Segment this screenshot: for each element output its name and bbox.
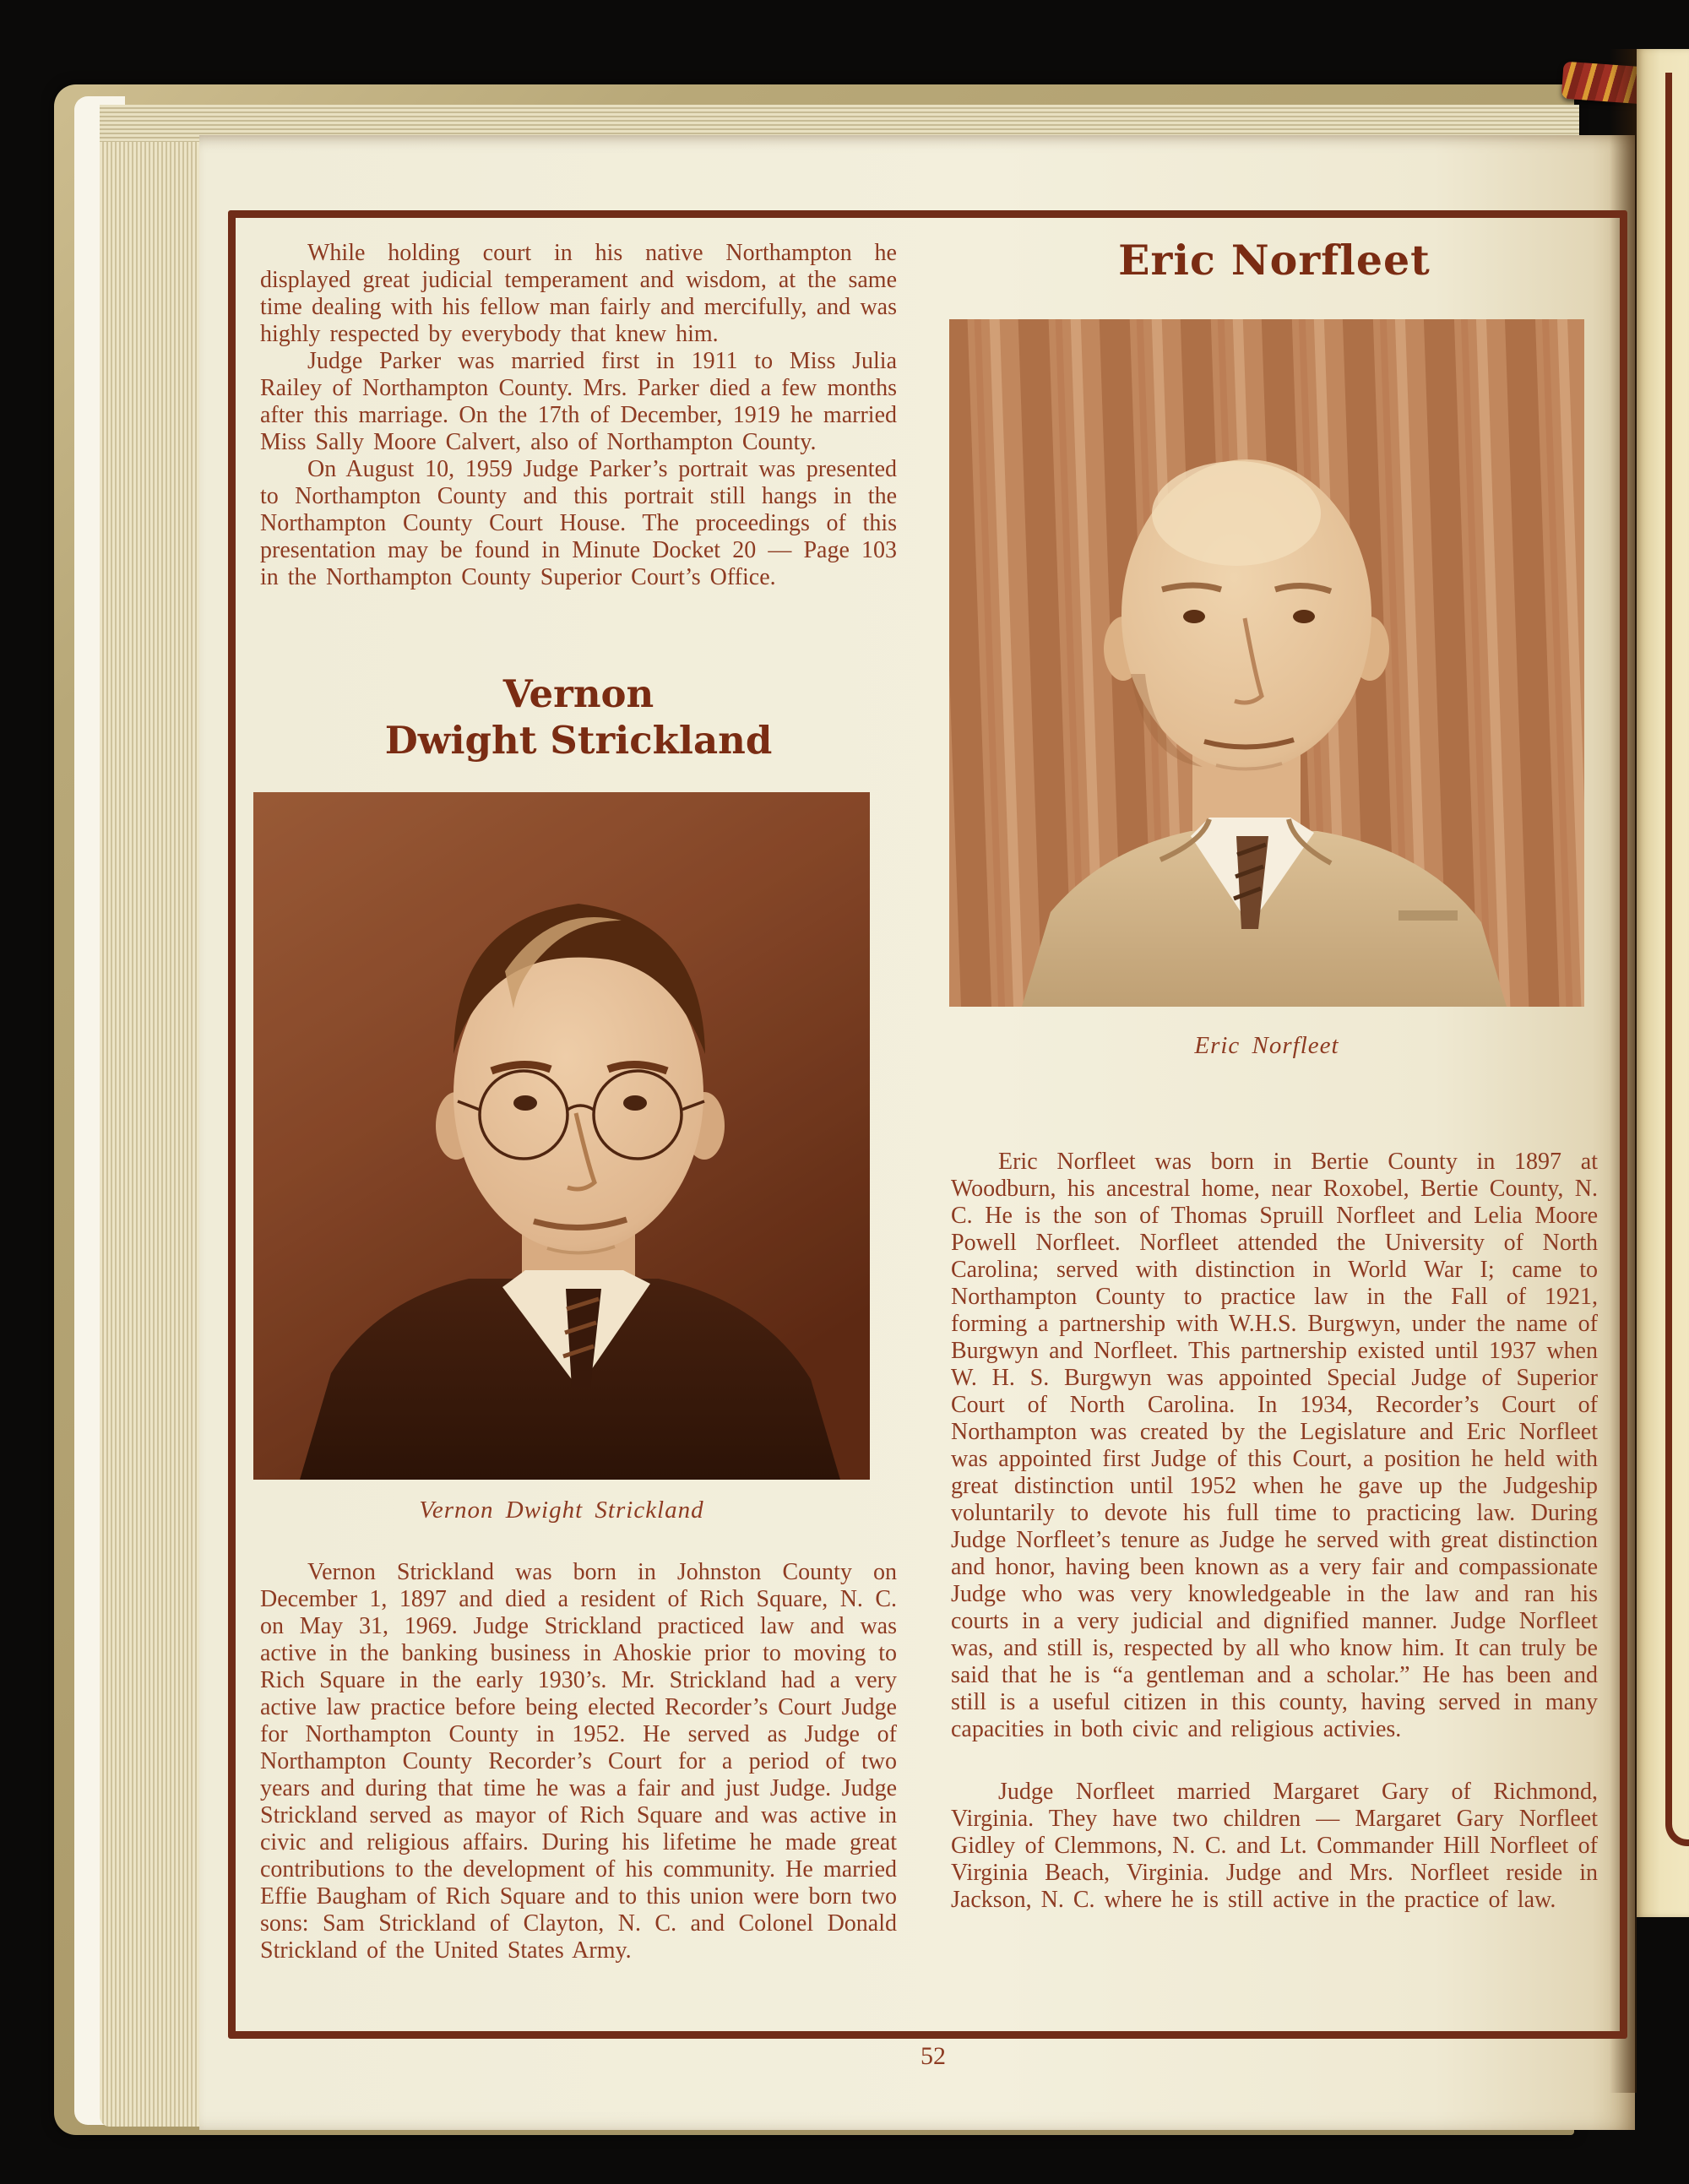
paragraph: Judge Norfleet married Margaret Gary of Richmond, Virginia. They have two children — Margaret Gary Norfleet Gidley of Clemmons, N. C. and Lt. Commander Hill Norfleet of Virginia Beach, Virginia. Judge and Mrs. Norfleet reside in Jackson, N. C. where he is still active in the practice of law. <box>951 1779 1598 1913</box>
norfleet-heading: Eric Norfleet <box>1118 236 1431 285</box>
paragraph: Vernon Strickland was born in Johnston County on December 1, 1897 and died a resident of Rich Square, N. C. on May 31, 1969. Judge Strickland practiced law and was active in the banking business in Ahoskie prior to moving to Rich Square in the early 1930’s. Mr. Strickland had a very active law practice before being elected Recorder’s Court Judge for Northampton County in 1952. He served as Judge of Northampton County Recorder’s Court for a period of two years and during that time he was a fair and just Judge. Judge Strickland served as mayor of Rich Square and was active in civic and religious affairs. During his lifetime he made great contributions to the development of his community. He married Effie Baugham of Rich Square and to this union were born two sons: Sam Strickland of Clayton, N. C. and Colonel Donald Strickland of the United States Army. <box>260 1559 897 1964</box>
strickland-photo-caption: Vernon Dwight Strickland <box>419 1497 704 1524</box>
paragraph: While holding court in his native Northampton he displayed great judicial temperament and wisdom, at the same time dealing with his fellow man fairly and mercifully, and was highly respected by everybody that knew him. <box>260 240 897 347</box>
page-number: 52 <box>921 2042 946 2070</box>
facing-page-frame <box>1665 73 1689 1846</box>
norfleet-photo-caption: Eric Norfleet <box>1194 1032 1339 1059</box>
strickland-portrait-graphic <box>253 792 870 1480</box>
paragraph: Eric Norfleet was born in Bertie County in 1897 at Woodburn, his ancestral home, near Roxobel, Bertie County, N. C. He is the son of Thomas Spruill Norfleet and Lelia Moore Powell Norfleet. Norfleet attended the University of North Carolina; served with distinction in World War I; came to Northampton County to practice law in the Fall of 1921, forming a partnership with W.H.S. Burgwyn, under the name of Burgwyn and Norfleet. This partnership existed until 1937 when W. H. S. Burgwyn was appointed Special Judge of Superior Court of North Carolina. In 1934, Recorder’s Court of Northampton was created by the Legislature and Eric Norfleet was appointed first Judge of this Court, a position he held with great distinction until 1952 when he gave up the Judgeship voluntarily to devote his full time to practicing law. During Judge Norfleet’s tenure as Judge he served with great distinction and honor, having been known as a very fair and compassionate Judge who was very knowledgeable in the law and ran his courts in a very judicial and dignified manner. Judge Norfleet was, and still is, respected by all who know him. It can truly be said that he is “a gentleman and a scholar.” He has been and still is a useful citizen in this county, having served in many capacities in both civic and religious activies. <box>951 1149 1598 1742</box>
left-column-intro <box>260 240 897 591</box>
strickland-heading <box>260 671 897 763</box>
strickland-heading-line1: Vernon <box>502 671 654 716</box>
norfleet-photo <box>949 319 1584 1007</box>
page-edges-left <box>100 105 203 2127</box>
norfleet-portrait-graphic <box>949 319 1584 1007</box>
strickland-photo <box>253 792 870 1480</box>
strickland-heading-line2: Dwight Strickland <box>384 718 773 763</box>
left-column-bio <box>260 1559 897 1964</box>
paragraph: On August 10, 1959 Judge Parker’s portrait was presented to Northampton County and this portrait still hangs in the Northampton County Court House. The proceedings of this presentation may be found in Minute Docket 20 — Page 103 in the Northampton County Superior Court’s Office. <box>260 456 897 590</box>
right-column-bio <box>951 1149 1598 1914</box>
paragraph: Judge Parker was married first in 1911 to Miss Julia Railey of Northampton County. Mrs. Parker died a few months after this marriage. On the 17th of December, 1919 he married Miss Sally Moore Calvert, also of Northampton County. <box>260 348 897 455</box>
